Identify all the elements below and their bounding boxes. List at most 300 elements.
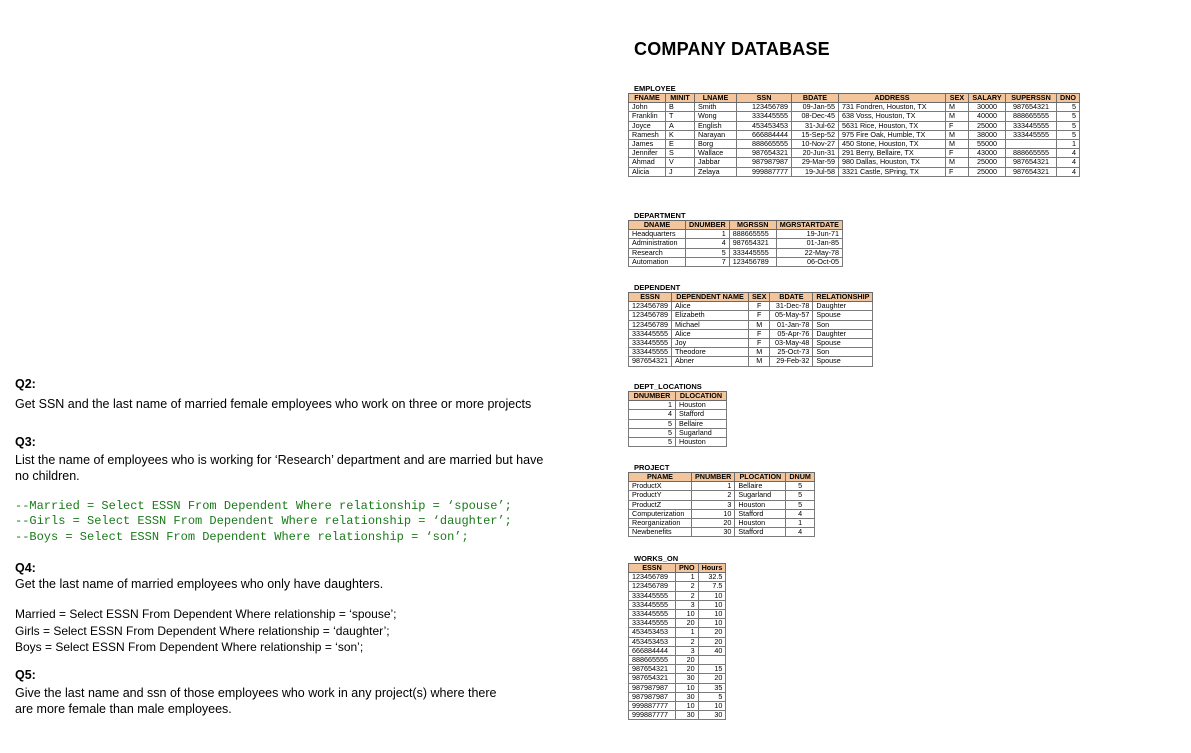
project-cell: 4 <box>786 528 815 537</box>
works_on-cell: 2 <box>676 582 699 591</box>
employee-cell: 1 <box>1057 140 1080 149</box>
employee-cell: Smith <box>695 103 737 112</box>
works_on-cell: 20 <box>676 665 699 674</box>
employee-header-cell: BDATE <box>792 94 839 103</box>
employee-header-cell: SUPERSSN <box>1006 94 1057 103</box>
project-cell: Newbenefits <box>629 528 692 537</box>
employee-cell: 5 <box>1057 130 1080 139</box>
project-row <box>629 491 815 500</box>
dept_locations-cell: 5 <box>629 428 676 437</box>
project-cell: Bellaire <box>735 482 786 491</box>
project-cell: ProductY <box>629 491 692 500</box>
dept_locations-cell: 5 <box>629 419 676 428</box>
department-table <box>628 220 843 267</box>
employee-table <box>628 93 1080 177</box>
employee-cell: J <box>666 167 695 176</box>
employee-cell: 333445555 <box>1006 130 1057 139</box>
employee-cell: 987654321 <box>1006 103 1057 112</box>
department-cell: 19-Jun-71 <box>776 230 842 239</box>
employee-cell: 29-Mar-59 <box>792 158 839 167</box>
employee-cell: Jabbar <box>695 158 737 167</box>
works_on-cell: 333445555 <box>629 610 676 619</box>
dependent-cell: 03-May-48 <box>770 339 813 348</box>
employee-cell: 5 <box>1057 103 1080 112</box>
employee-cell: 08-Dec-45 <box>792 112 839 121</box>
works_on-cell: 999887777 <box>629 711 676 720</box>
employee-header-cell: LNAME <box>695 94 737 103</box>
employee-cell: 25000 <box>969 121 1006 130</box>
employee-cell: 888665555 <box>1006 149 1057 158</box>
works_on-cell: 35 <box>698 683 726 692</box>
dept_locations-header-cell: DNUMBER <box>629 392 676 401</box>
employee-cell: M <box>946 130 969 139</box>
q4-line-girls: Girls = Select ESSN From Dependent Where relationship = ‘daughter’; <box>15 624 390 638</box>
employee-cell: 123456789 <box>737 103 792 112</box>
works_on-cell: 10 <box>698 702 726 711</box>
employee-cell: A <box>666 121 695 130</box>
employee-cell: 5631 Rice, Houston, TX <box>839 121 946 130</box>
project-cell: Reorganization <box>629 519 692 528</box>
project-cell: ProductX <box>629 482 692 491</box>
q2-heading: Q2: <box>15 377 36 391</box>
employee-cell: 30000 <box>969 103 1006 112</box>
employee-cell: E <box>666 140 695 149</box>
department-cell: 123456789 <box>729 257 776 266</box>
employee-cell: 20-Jun-31 <box>792 149 839 158</box>
employee-cell: 40000 <box>969 112 1006 121</box>
q5-text-line2: are more female than male employees. <box>15 702 232 716</box>
dependent-cell: Spouse <box>813 339 873 348</box>
dependent-cell: M <box>749 357 770 366</box>
dept_locations-cell: 5 <box>629 438 676 447</box>
employee-cell: 09-Jan-55 <box>792 103 839 112</box>
employee-cell: Wallace <box>695 149 737 158</box>
dependent-cell: Son <box>813 348 873 357</box>
employee-cell: 25000 <box>969 158 1006 167</box>
employee-row <box>629 121 1080 130</box>
works_on-cell: 10 <box>698 591 726 600</box>
dependent-cell: Son <box>813 320 873 329</box>
dependent-cell: 123456789 <box>629 302 672 311</box>
dept-locations-table <box>628 391 727 447</box>
department-table-label: DEPARTMENT <box>634 211 686 220</box>
dependent-table-label: DEPENDENT <box>634 283 681 292</box>
dept_locations-cell: Sugarland <box>676 428 727 437</box>
department-header-cell: DNAME <box>629 221 686 230</box>
works_on-cell: 333445555 <box>629 591 676 600</box>
project-cell: 4 <box>786 509 815 518</box>
employee-cell: 333445555 <box>1006 121 1057 130</box>
dependent-cell: 31-Dec-78 <box>770 302 813 311</box>
dependent-header-cell: RELATIONSHIP <box>813 293 873 302</box>
employee-header-cell: FNAME <box>629 94 666 103</box>
works_on-cell: 987987987 <box>629 683 676 692</box>
employee-cell: M <box>946 103 969 112</box>
project-row <box>629 528 815 537</box>
dept_locations-cell: Stafford <box>676 410 727 419</box>
q4-line-boys: Boys = Select ESSN From Dependent Where relationship = ‘son’; <box>15 640 364 654</box>
project-header-cell: PLOCATION <box>735 473 786 482</box>
employee-cell: 38000 <box>969 130 1006 139</box>
employee-cell: 15-Sep-52 <box>792 130 839 139</box>
dependent-cell: 29-Feb-32 <box>770 357 813 366</box>
works_on-row <box>629 591 726 600</box>
employee-table-label: EMPLOYEE <box>634 84 676 93</box>
employee-cell: John <box>629 103 666 112</box>
works_on-cell: 20 <box>676 619 699 628</box>
department-cell: 4 <box>686 239 730 248</box>
works_on-row <box>629 683 726 692</box>
dept_locations-cell: Houston <box>676 401 727 410</box>
project-cell: 1 <box>692 482 735 491</box>
employee-cell: V <box>666 158 695 167</box>
dependent-cell: 123456789 <box>629 320 672 329</box>
dependent-cell: Daughter <box>813 329 873 338</box>
dept_locations-row <box>629 428 727 437</box>
employee-cell: 731 Fondren, Houston, TX <box>839 103 946 112</box>
works_on-cell: 2 <box>676 591 699 600</box>
dependent-cell: 987654321 <box>629 357 672 366</box>
works_on-row <box>629 674 726 683</box>
dependent-cell: 05-Apr-76 <box>770 329 813 338</box>
dependent-cell: Spouse <box>813 311 873 320</box>
works_on-cell: 1 <box>676 628 699 637</box>
works_on-cell: 20 <box>698 628 726 637</box>
dependent-header-cell: SEX <box>749 293 770 302</box>
project-cell: Stafford <box>735 528 786 537</box>
employee-cell: M <box>946 112 969 121</box>
dependent-cell: M <box>749 320 770 329</box>
works_on-cell: 30 <box>676 692 699 701</box>
employee-row <box>629 167 1080 176</box>
employee-cell: 987987987 <box>737 158 792 167</box>
dependent-cell: F <box>749 329 770 338</box>
works_on-cell: 3 <box>676 600 699 609</box>
department-cell: 22-May-78 <box>776 248 842 257</box>
employee-cell: B <box>666 103 695 112</box>
project-cell: 5 <box>786 500 815 509</box>
employee-cell: 666884444 <box>737 130 792 139</box>
dependent-cell: 123456789 <box>629 311 672 320</box>
dependent-header-cell: ESSN <box>629 293 672 302</box>
q3-code-married: --Married = Select ESSN From Dependent Where relationship = ‘spouse’; <box>15 499 512 513</box>
works_on-cell: 1 <box>676 573 699 582</box>
dependent-header-cell: DEPENDENT NAME <box>672 293 749 302</box>
works_on-header-cell: Hours <box>698 564 726 573</box>
dependent-cell: Elizabeth <box>672 311 749 320</box>
works_on-row <box>629 637 726 646</box>
employee-cell: S <box>666 149 695 158</box>
dependent-row <box>629 311 873 320</box>
department-cell: 01-Jan-85 <box>776 239 842 248</box>
project-cell: ProductZ <box>629 500 692 509</box>
department-cell: Headquarters <box>629 230 686 239</box>
employee-cell: Alicia <box>629 167 666 176</box>
dependent-header-cell: BDATE <box>770 293 813 302</box>
department-header-cell: MGRSTARTDATE <box>776 221 842 230</box>
employee-cell: 987654321 <box>737 149 792 158</box>
works_on-cell: 666884444 <box>629 646 676 655</box>
q2-text: Get SSN and the last name of married female employees who work on three or more projects <box>15 397 532 411</box>
employee-table-wrap <box>628 93 1080 177</box>
dept-locations-table-label: DEPT_LOCATIONS <box>634 382 702 391</box>
dept_locations-cell: 4 <box>629 410 676 419</box>
employee-cell: 638 Voss, Houston, TX <box>839 112 946 121</box>
employee-cell: 999887777 <box>737 167 792 176</box>
dependent-cell: F <box>749 302 770 311</box>
dept_locations-cell: 1 <box>629 401 676 410</box>
project-cell: 3 <box>692 500 735 509</box>
department-header-cell: DNUMBER <box>686 221 730 230</box>
employee-cell: 333445555 <box>737 112 792 121</box>
employee-cell: 5 <box>1057 112 1080 121</box>
department-cell: 888665555 <box>729 230 776 239</box>
department-cell: Automation <box>629 257 686 266</box>
works_on-row <box>629 582 726 591</box>
works_on-row <box>629 628 726 637</box>
dependent-cell: 333445555 <box>629 329 672 338</box>
employee-cell: 987654321 <box>1006 158 1057 167</box>
employee-header-cell: SSN <box>737 94 792 103</box>
employee-cell: Jennifer <box>629 149 666 158</box>
dependent-row <box>629 357 873 366</box>
employee-cell: 25000 <box>969 167 1006 176</box>
dept_locations-header-row <box>629 392 727 401</box>
employee-cell: Joyce <box>629 121 666 130</box>
dept-locations-table-wrap <box>628 391 727 447</box>
works-on-table-label: WORKS_ON <box>634 554 679 563</box>
dependent-cell: Joy <box>672 339 749 348</box>
q3-text-line1: List the name of employees who is working for ‘Research’ department and are married but have <box>15 453 544 467</box>
works_on-cell: 5 <box>698 692 726 701</box>
q3-heading: Q3: <box>15 435 36 449</box>
page-title: COMPANY DATABASE <box>634 39 830 59</box>
employee-cell: Narayan <box>695 130 737 139</box>
works_on-cell: 888665555 <box>629 656 676 665</box>
works_on-header-cell: PNO <box>676 564 699 573</box>
employee-cell: Ramesh <box>629 130 666 139</box>
employee-header-cell: SEX <box>946 94 969 103</box>
employee-cell: Borg <box>695 140 737 149</box>
works_on-cell: 453453453 <box>629 637 676 646</box>
dept_locations-row <box>629 410 727 419</box>
department-cell: 5 <box>686 248 730 257</box>
department-cell: Research <box>629 248 686 257</box>
works_on-cell: 40 <box>698 646 726 655</box>
works_on-cell: 123456789 <box>629 573 676 582</box>
employee-header-cell: DNO <box>1057 94 1080 103</box>
works_on-cell: 123456789 <box>629 582 676 591</box>
employee-cell: T <box>666 112 695 121</box>
dependent-cell: 333445555 <box>629 339 672 348</box>
employee-cell: 980 Dallas, Houston, TX <box>839 158 946 167</box>
works_on-cell: 30 <box>698 711 726 720</box>
project-cell: 1 <box>786 519 815 528</box>
employee-header-cell: ADDRESS <box>839 94 946 103</box>
project-cell: Houston <box>735 500 786 509</box>
project-table-wrap <box>628 472 815 537</box>
q3-code-girls: --Girls = Select ESSN From Dependent Where relationship = ‘daughter’; <box>15 514 512 528</box>
dependent-cell: 05-May-57 <box>770 311 813 320</box>
q4-text: Get the last name of married employees who only have daughters. <box>15 577 384 591</box>
dept_locations-cell: Houston <box>676 438 727 447</box>
project-cell: 5 <box>786 491 815 500</box>
employee-cell: 5 <box>1057 121 1080 130</box>
works_on-cell: 30 <box>676 711 699 720</box>
works_on-cell: 32.5 <box>698 573 726 582</box>
works_on-cell: 453453453 <box>629 628 676 637</box>
department-table-wrap <box>628 220 843 267</box>
dependent-cell: Alice <box>672 302 749 311</box>
dependent-table <box>628 292 873 367</box>
q3-text-line2: no children. <box>15 469 80 483</box>
works_on-cell: 10 <box>676 683 699 692</box>
employee-cell: 43000 <box>969 149 1006 158</box>
dependent-cell: Theodore <box>672 348 749 357</box>
works_on-cell: 10 <box>676 610 699 619</box>
dependent-cell: Daughter <box>813 302 873 311</box>
q4-line-married: Married = Select ESSN From Dependent Where relationship = ‘spouse’; <box>15 607 397 621</box>
employee-cell: F <box>946 121 969 130</box>
project-cell: Sugarland <box>735 491 786 500</box>
employee-cell: 4 <box>1057 149 1080 158</box>
employee-cell: Zelaya <box>695 167 737 176</box>
employee-cell: K <box>666 130 695 139</box>
department-cell: 333445555 <box>729 248 776 257</box>
dept_locations-row <box>629 438 727 447</box>
project-cell: 2 <box>692 491 735 500</box>
works_on-cell: 2 <box>676 637 699 646</box>
works_on-cell: 987654321 <box>629 665 676 674</box>
works_on-cell: 10 <box>698 610 726 619</box>
project-cell: 5 <box>786 482 815 491</box>
project-cell: Houston <box>735 519 786 528</box>
q5-heading: Q5: <box>15 668 36 682</box>
works-on-table <box>628 563 726 720</box>
employee-cell: Franklin <box>629 112 666 121</box>
employee-cell: 10-Nov-27 <box>792 140 839 149</box>
employee-cell: James <box>629 140 666 149</box>
employee-cell: 4 <box>1057 158 1080 167</box>
works_on-cell: 20 <box>676 656 699 665</box>
department-cell: Administration <box>629 239 686 248</box>
dependent-cell: 25-Oct-73 <box>770 348 813 357</box>
q3-code-boys: --Boys = Select ESSN From Dependent Where relationship = ‘son’; <box>15 530 469 544</box>
dependent-cell: 333445555 <box>629 348 672 357</box>
employee-cell: English <box>695 121 737 130</box>
project-cell: 20 <box>692 519 735 528</box>
employee-cell: Ahmad <box>629 158 666 167</box>
project-cell: 10 <box>692 509 735 518</box>
q4-heading: Q4: <box>15 561 36 575</box>
works-on-table-wrap <box>628 563 726 720</box>
works_on-cell: 3 <box>676 646 699 655</box>
department-header-cell: MGRSSN <box>729 221 776 230</box>
dependent-row <box>629 320 873 329</box>
works_on-cell: 7.5 <box>698 582 726 591</box>
employee-cell: F <box>946 167 969 176</box>
employee-cell: F <box>946 149 969 158</box>
project-table-label: PROJECT <box>634 463 670 472</box>
department-row <box>629 248 843 257</box>
employee-cell: 987654321 <box>1006 167 1057 176</box>
dependent-cell: Spouse <box>813 357 873 366</box>
dept_locations-header-cell: DLOCATION <box>676 392 727 401</box>
employee-header-cell: MINIT <box>666 94 695 103</box>
employee-cell: 450 Stone, Houston, TX <box>839 140 946 149</box>
works_on-cell: 30 <box>676 674 699 683</box>
employee-cell: 975 Fire Oak, Humble, TX <box>839 130 946 139</box>
employee-cell: Wong <box>695 112 737 121</box>
project-table <box>628 472 815 537</box>
employee-row <box>629 112 1080 121</box>
works_on-cell: 10 <box>698 600 726 609</box>
employee-cell: 888665555 <box>1006 112 1057 121</box>
works_on-cell: 10 <box>676 702 699 711</box>
dependent-cell: F <box>749 311 770 320</box>
dependent-cell: Alice <box>672 329 749 338</box>
dependent-cell: Michael <box>672 320 749 329</box>
employee-cell: 453453453 <box>737 121 792 130</box>
dept_locations-row <box>629 401 727 410</box>
works_on-header-cell: ESSN <box>629 564 676 573</box>
works_on-cell: 987987987 <box>629 692 676 701</box>
works_on-cell: 20 <box>698 637 726 646</box>
employee-cell: 3321 Castle, SPring, TX <box>839 167 946 176</box>
employee-row <box>629 158 1080 167</box>
project-row <box>629 500 815 509</box>
department-cell: 06-Oct-05 <box>776 257 842 266</box>
employee-cell: 4 <box>1057 167 1080 176</box>
project-cell: Computerization <box>629 509 692 518</box>
employee-cell: 55000 <box>969 140 1006 149</box>
employee-header-cell: SALARY <box>969 94 1006 103</box>
dept_locations-row <box>629 419 727 428</box>
q5-text-line1: Give the last name and ssn of those employees who work in any project(s) where there <box>15 686 497 700</box>
employee-cell: 19-Jul-58 <box>792 167 839 176</box>
project-header-cell: PNAME <box>629 473 692 482</box>
project-header-cell: PNUMBER <box>692 473 735 482</box>
works_on-cell: 987654321 <box>629 674 676 683</box>
works_on-cell: 999887777 <box>629 702 676 711</box>
works_on-row <box>629 711 726 720</box>
dependent-cell: 01-Jan-78 <box>770 320 813 329</box>
employee-cell: M <box>946 140 969 149</box>
department-row <box>629 239 843 248</box>
project-cell: 30 <box>692 528 735 537</box>
dependent-table-wrap <box>628 292 873 367</box>
department-cell: 7 <box>686 257 730 266</box>
works_on-cell: 15 <box>698 665 726 674</box>
department-row <box>629 257 843 266</box>
works_on-cell: 20 <box>698 674 726 683</box>
dependent-cell: Abner <box>672 357 749 366</box>
employee-cell: 31-Jul-62 <box>792 121 839 130</box>
project-header-cell: DNUM <box>786 473 815 482</box>
works_on-cell: 10 <box>698 619 726 628</box>
employee-cell: 291 Berry, Bellaire, TX <box>839 149 946 158</box>
project-cell: Stafford <box>735 509 786 518</box>
dependent-cell: F <box>749 339 770 348</box>
department-cell: 987654321 <box>729 239 776 248</box>
department-cell: 1 <box>686 230 730 239</box>
employee-cell: 888665555 <box>737 140 792 149</box>
dept_locations-cell: Bellaire <box>676 419 727 428</box>
works_on-cell: 333445555 <box>629 600 676 609</box>
dependent-cell: M <box>749 348 770 357</box>
employee-cell: M <box>946 158 969 167</box>
works_on-cell: 333445555 <box>629 619 676 628</box>
